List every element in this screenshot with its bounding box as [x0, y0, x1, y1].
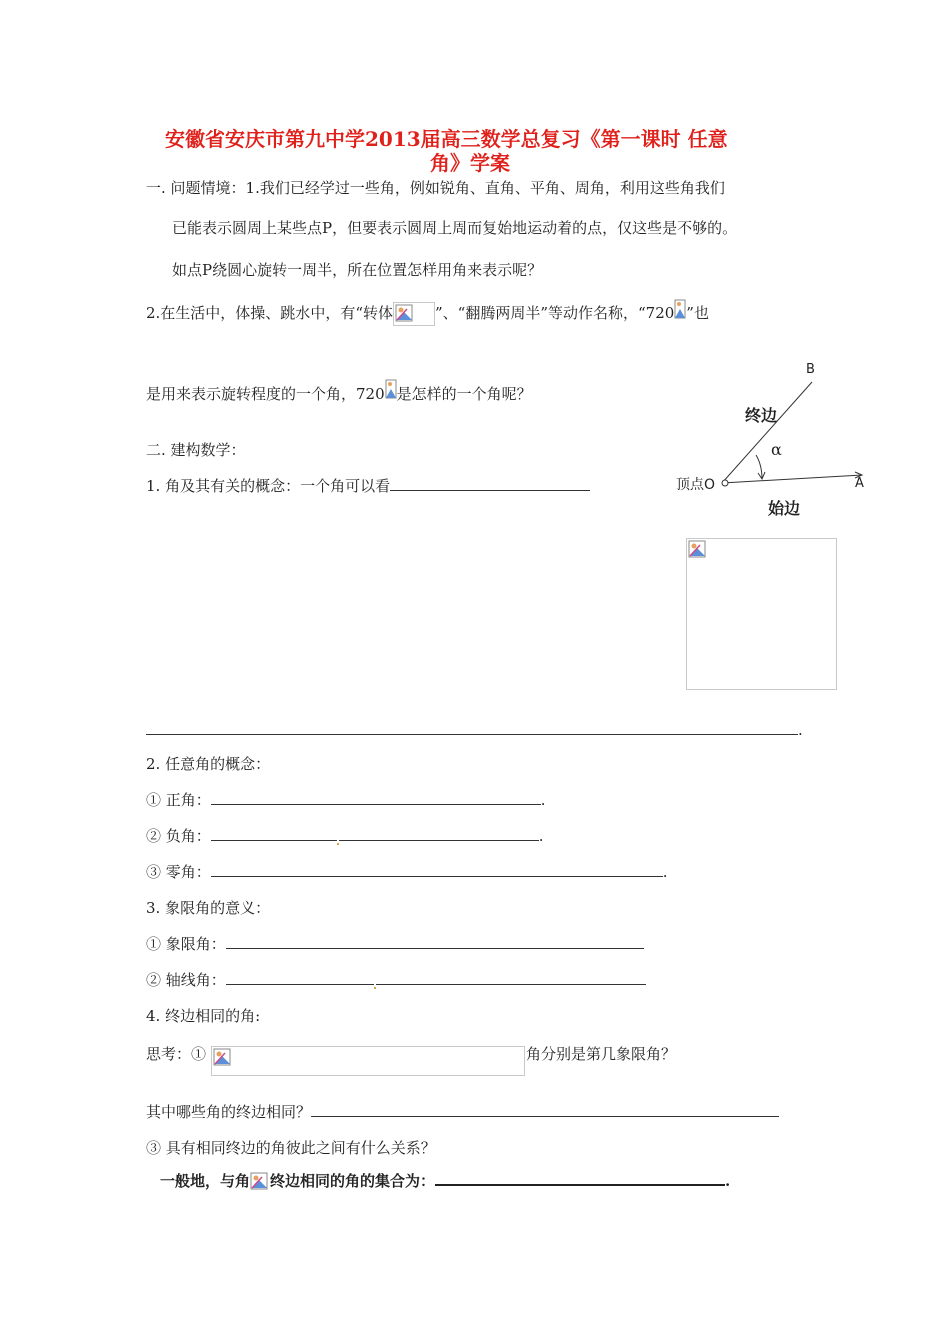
relation-question: ③ 具有相同终边的角彼此之间有什么关系？ — [146, 1139, 436, 1157]
question2-line2-b: 是怎样的一个角呢？ — [396, 385, 532, 403]
item1-label: 1. 角及其有关的概念：一个角可以看 — [146, 477, 391, 495]
axis-angle-blank-b[interactable] — [376, 970, 646, 985]
item2-label: 2. 任意角的概念： — [146, 755, 271, 773]
broken-image-icon — [385, 385, 397, 405]
question2-line1 — [146, 302, 709, 326]
item3-label: 3. 象限角的意义： — [146, 899, 271, 917]
section2-heading: 二. 建构数学： — [146, 441, 246, 459]
question2-text-a: 2.在生活中，体操、跳水中，有“转体 — [146, 304, 393, 322]
terminal-side-line — [722, 382, 812, 483]
vertex-point — [722, 480, 728, 486]
item1-continuation-blank[interactable] — [146, 720, 798, 735]
which-same-terminal-blank[interactable] — [311, 1102, 779, 1117]
general-set-period: . — [725, 1172, 731, 1190]
quadrant-angle-label: ① 象限角： — [146, 935, 226, 953]
broken-image-icon — [250, 1173, 270, 1191]
item1-period: . — [798, 721, 803, 739]
zero-angle-period: . — [662, 863, 668, 881]
positive-angle-row — [146, 790, 546, 810]
problem-context-line3: 如点P绕圆心旋转一周半，所在位置怎样用角来表示呢？ — [172, 261, 543, 279]
quadrant-angle-row — [146, 934, 644, 954]
negative-angle-period: . — [538, 827, 544, 845]
item1-row — [146, 476, 590, 496]
question2-text-c: ”也 — [686, 304, 709, 322]
which-same-terminal-row — [146, 1102, 779, 1122]
general-set-label-b: 终边相同的角的集合为： — [270, 1172, 436, 1190]
general-set-blank[interactable] — [435, 1170, 725, 1186]
dot-mark — [337, 843, 339, 845]
axis-angle-label: ② 轴线角： — [146, 971, 226, 989]
dot-mark — [374, 987, 376, 989]
problem-context-line2: 已能表示圆周上某些点P，但要表示圆周上周而复始地运动着的点，仅这些是不够的。 — [172, 219, 738, 237]
negative-angle-row — [146, 826, 544, 846]
page-title-line1: 安徽省安庆市第九中学2013届高三数学总复习《第一课时 任意 — [165, 127, 728, 151]
negative-angle-blank-b[interactable] — [339, 826, 539, 841]
think-label: 思考：① — [146, 1045, 207, 1063]
item4-label: 4. 终边相同的角: — [146, 1007, 261, 1025]
positive-angle-period: . — [540, 791, 546, 809]
question2-text-b: ”、“翻腾两周半”等动作名称，“720 — [434, 304, 675, 322]
zero-angle-row — [146, 862, 668, 882]
question2-line2 — [146, 384, 532, 405]
zero-angle-blank[interactable] — [211, 862, 663, 877]
item1-continuation — [146, 720, 803, 740]
broken-image-icon — [393, 302, 435, 326]
positive-angle-label: ① 正角： — [146, 791, 211, 809]
broken-image-icon — [213, 1048, 233, 1068]
negative-angle-label: ② 负角： — [146, 827, 211, 845]
broken-image-icon — [674, 303, 686, 325]
which-same-terminal-label: 其中哪些角的终边相同？ — [146, 1103, 312, 1121]
label-alpha: α — [771, 440, 782, 459]
item1-blank[interactable] — [390, 476, 590, 491]
label-b: B — [806, 362, 815, 377]
axis-angle-row — [146, 970, 646, 990]
negative-angle-blank-a[interactable] — [211, 826, 337, 841]
label-initial-side: 始边 — [768, 499, 801, 518]
question2-line2-a: 是用来表示旋转程度的一个角，720 — [146, 385, 385, 403]
broken-image-icon — [688, 540, 708, 560]
page-title-line2: 角》学案 — [430, 151, 510, 175]
image-placeholder-frame — [686, 538, 837, 690]
general-set-label-a: 一般地，与角 — [160, 1172, 251, 1190]
think-question: 角分别是第几象限角？ — [526, 1045, 677, 1063]
problem-context-line1: 一. 问题情境：1.我们已经学过一些角，例如锐角、直角、平角、周角，利用这些角我们 — [146, 179, 725, 197]
think-image-frame — [211, 1046, 525, 1076]
zero-angle-label: ③ 零角： — [146, 863, 211, 881]
general-set-row — [160, 1170, 730, 1191]
label-vertex: 顶点O — [676, 477, 716, 493]
label-a: A — [855, 476, 864, 491]
positive-angle-blank[interactable] — [211, 790, 541, 805]
initial-side-line — [722, 475, 862, 483]
axis-angle-blank-a[interactable] — [226, 970, 374, 985]
quadrant-angle-blank[interactable] — [226, 934, 644, 949]
label-terminal-side: 终边 — [745, 406, 778, 425]
